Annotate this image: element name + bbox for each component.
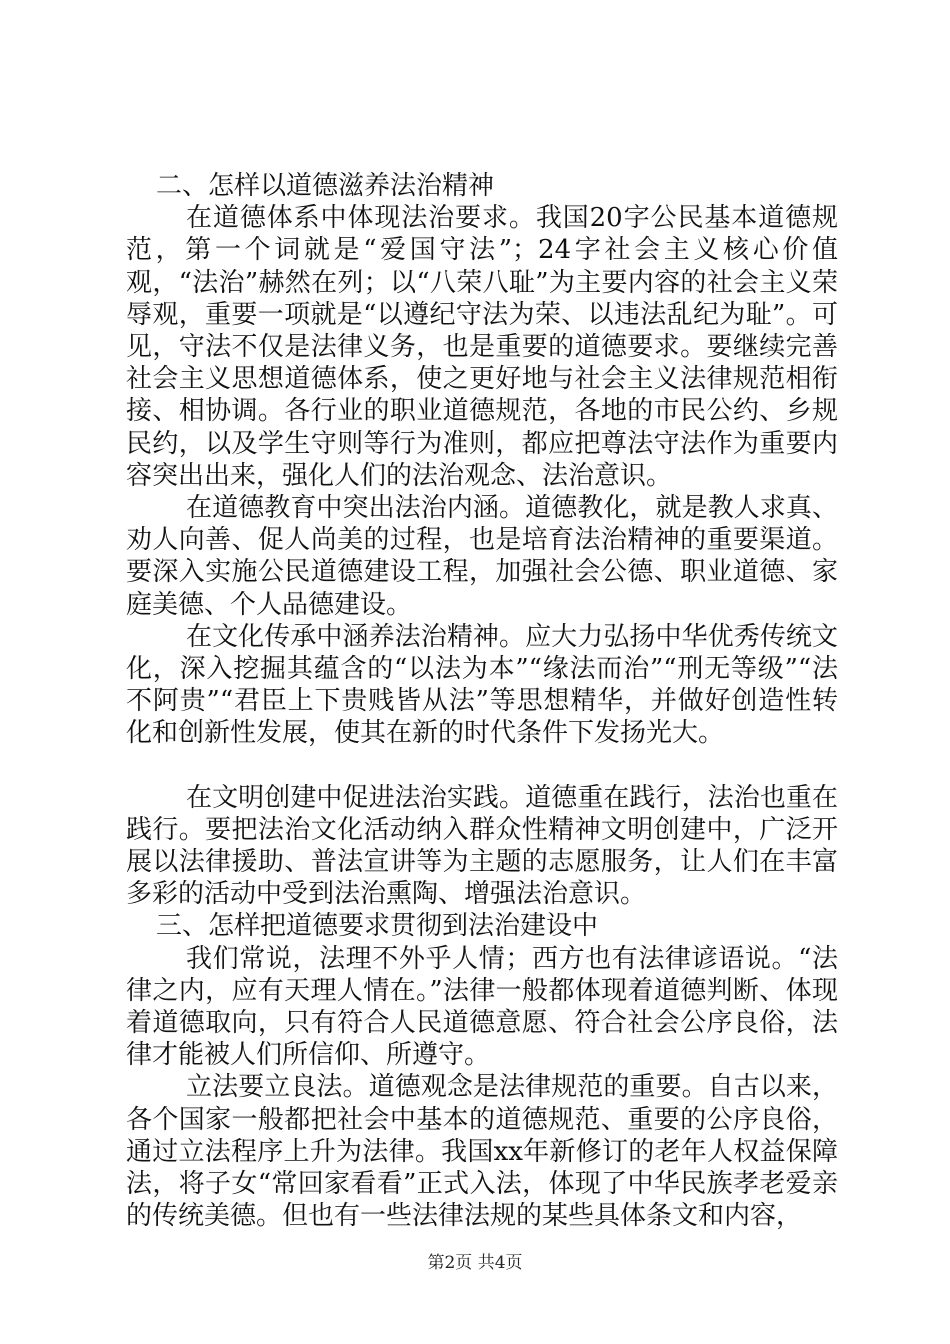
paragraph: 在道德体系中体现法治要求。我国20字公民基本道德规范，第一个词就是“爱国守法”；24字社会主义核心价值观，“法治”赫然在列；以“八荣八耻”为主要内容的社会主义荣辱观，重要一项就是“以遵纪守法为荣、以违法乱纪为耻”。可见，守法不仅是法律义务，也是重要的道德要求。要继续完善社会主义思想道德体系，使之更好地与社会主义法律规范相衔接、相协调。各行业的职业道德规范，各地的市民公约、乡规民约，以及学生守则等行为准则，都应把尊法守法作为重要内容突出出来，强化人们的法治观念、法治意识。 (126, 203, 838, 491)
document-body (126, 170, 838, 1233)
page-footer: 第2页 共4页 (427, 1253, 523, 1273)
section-heading: 二、怎样以道德滋养法治精神 (156, 171, 495, 201)
paragraph: 在文化传承中涵养法治精神。应大力弘扬中华优秀传统文化，深入挖掘其蕴含的“以法为本”“缘法而治”“刑无等级”“法不阿贵”“君臣上下贵贱皆从法”等思想精华，并做好创造性转化和创新性发展，使其在新的时代条件下发扬光大。 (126, 621, 838, 749)
paragraph: 我们常说，法理不外乎人情；西方也有法律谚语说。“法律之内，应有天理人情在。”法律一般都体现着道德判断、体现着道德取向，只有符合人民道德意愿、符合社会公序良俗，法律才能被人们所信仰、所遵守。 (126, 943, 838, 1071)
section-heading: 三、怎样把道德要求贯彻到法治建设中 (156, 911, 599, 942)
blank-line (126, 750, 838, 782)
paragraph: 在道德教育中突出法治内涵。道德教化，就是教人求真、劝人向善、促人尚美的过程，也是培育法治精神的重要渠道。要深入实施公民道德建设工程，加强社会公德、职业道德、家庭美德、个人品德建设。 (126, 493, 838, 620)
paragraph: 立法要立良法。道德观念是法律规范的重要。自古以来，各个国家一般都把社会中基本的道德规范、重要的公序良俗，通过立法程序上升为法律。我国xx年新修订的老年人权益保障法，将子女“常回家看看”正式入法，体现了中华民族孝老爱亲的传统美德。但也有一些法律法规的某些具体条文和内容， (126, 1072, 838, 1232)
paragraph: 在文明创建中促进法治实践。道德重在践行，法治也重在践行。要把法治文化活动纳入群众性精神文明创建中，广泛开展以法律援助、普法宣讲等为主题的志愿服务，让人们在丰富多彩的活动中受到法治熏陶、增强法治意识。 (126, 782, 838, 910)
